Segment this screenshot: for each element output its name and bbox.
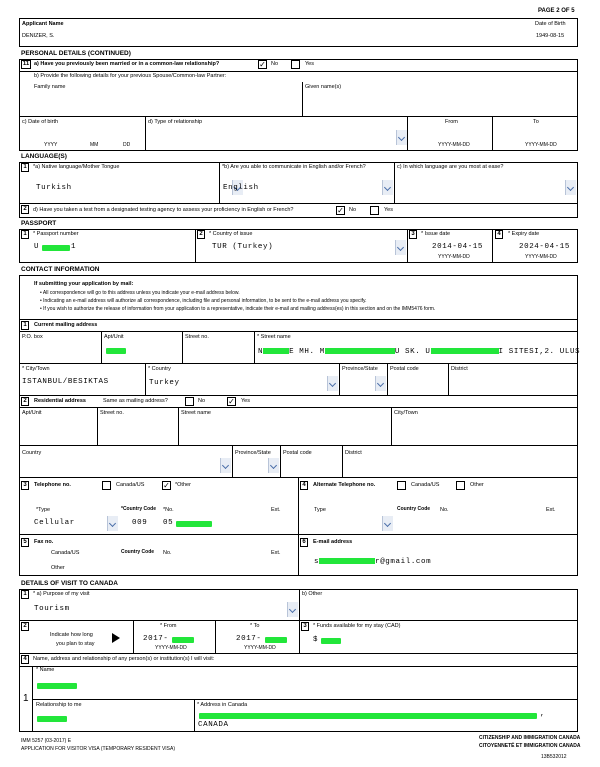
communicate-value[interactable]: English (223, 184, 259, 192)
lang-number-1: 1 (21, 163, 29, 172)
q11a-question: a) Have you previously been married or in a common-law relationship? (34, 61, 220, 67)
same-as-no-label: No (198, 398, 206, 404)
fax-other-label: Other (51, 565, 65, 571)
mailing-address-label: Current mailing address (34, 322, 98, 328)
tel-canada-checkbox[interactable] (102, 481, 111, 490)
alt-no-label: No. (440, 507, 449, 513)
form-title: APPLICATION FOR VISITOR VISA (TEMPORARY RESIDENT VISA) (21, 746, 176, 752)
same-as-yes-checkbox[interactable]: ✓ (228, 397, 235, 406)
alt-other-label: Other (470, 482, 484, 488)
header-box (19, 18, 578, 47)
to-format: YYYY-MM-DD (525, 142, 557, 148)
contact-bullet-3: • If you wish to authorize the release of information from your application to a representative, indicate their e-mail and mailing address(es) in this section and on the IMM5476 form. (40, 306, 436, 312)
city-label: * City/Town (22, 366, 50, 372)
res-postal-label: Postal code (283, 450, 312, 456)
to-format: YYYY-MM-DD (244, 645, 276, 651)
redaction-mark (42, 245, 70, 251)
q11a-no-label: No (271, 61, 279, 67)
tel-no-label: *No. (163, 507, 174, 513)
telephone-label: Telephone no. (34, 482, 71, 488)
dept-french: CITOYENNETÉ ET IMMIGRATION CANADA (479, 743, 581, 749)
stay-text-a: Indicate how long (50, 632, 93, 638)
from-format: YYYY-MM-DD (438, 142, 470, 148)
redaction-mark (265, 637, 287, 643)
dob-value: 1949-08-15 (536, 33, 565, 39)
tel-type-value[interactable]: Cellular (34, 519, 75, 527)
res-country-dropdown[interactable] (220, 458, 231, 473)
redaction-mark (106, 348, 126, 354)
test-question: d) Have you taken a test from a designated testing agency to assess your proficiency in English or French? (33, 207, 294, 213)
from-label: From (445, 119, 458, 125)
test-no-label: No (349, 207, 357, 213)
pobox-label: P.O. box (22, 334, 43, 340)
form-code: 13B532012 (541, 754, 567, 760)
alt-other-checkbox[interactable] (456, 481, 465, 490)
fax-n5: 5 (21, 538, 29, 547)
dept-english: CITIZENSHIP AND IMMIGRATION CANADA (479, 735, 581, 741)
q11a-no-checkbox[interactable]: ✓ (259, 60, 266, 69)
country-of-issue-label: * Country of issue (209, 231, 253, 237)
redaction-mark (321, 638, 341, 644)
dob-label: Date of Birth (535, 21, 566, 27)
page-number: PAGE 2 OF 5 (538, 8, 575, 14)
q11-number: 11 (22, 61, 30, 67)
person-row-number: 1 (23, 693, 29, 704)
mail-intro: If submitting your application by mail: (34, 281, 134, 287)
from-value[interactable]: 2017- (143, 635, 169, 643)
res-apt-label: Apt/Unit (22, 410, 42, 416)
tel-ext-label: Ext. (271, 507, 281, 513)
test-no-checkbox[interactable]: ✓ (337, 206, 344, 215)
res-province-label: Province/State (235, 450, 271, 456)
mail-district-label: District (451, 366, 468, 372)
expiry-date-n4: 4 (495, 230, 503, 239)
same-as-no-checkbox[interactable] (185, 397, 194, 406)
test-yes-checkbox[interactable] (370, 206, 379, 215)
section-title-contact: CONTACT INFORMATION (21, 266, 100, 273)
to-label: To (533, 119, 539, 125)
funds-n3: 3 (301, 622, 309, 631)
expiry-date-value[interactable]: 2024-04-15 (519, 243, 571, 251)
passport-number-n1: 1 (21, 230, 29, 239)
mm-label: MM (90, 142, 99, 148)
funds-value[interactable]: $ (313, 636, 319, 644)
same-as-mailing-label: Same as mailing address? (103, 398, 168, 404)
alt-type-label: Type (314, 507, 326, 513)
tel-other-checkbox[interactable]: ✓ (163, 481, 170, 490)
prev-dob-label: c) Date of birth (22, 119, 59, 125)
redaction-mark (176, 521, 212, 527)
purpose-value[interactable]: Tourism (34, 605, 70, 613)
tel-type-dropdown[interactable] (107, 516, 118, 531)
to-label: * To (250, 623, 260, 629)
tel-other-label: *Other (175, 482, 191, 488)
person-name-label: * Name (36, 667, 55, 673)
relationship-label: Relationship to me (36, 702, 82, 708)
mailing-n1: 1 (21, 321, 29, 330)
issue-date-label: * Issue date (421, 231, 451, 237)
contact-bullet-1: • All correspondence will go to this address unless you indicate your e-mail address below. (40, 290, 240, 296)
native-language-label: *a) Native language/Mother Tongue (33, 164, 120, 170)
persons-n4: 4 (21, 655, 29, 664)
res-street-no-label: Street no. (100, 410, 124, 416)
yyyy-label: YYYY (44, 142, 58, 148)
redaction-mark (37, 683, 77, 689)
lang-number-2: 2 (21, 205, 29, 214)
section-title-passport: PASSPORT (21, 220, 57, 227)
expiry-date-label: * Expiry date (508, 231, 540, 237)
section-title-language: LANGUAGE(S) (21, 153, 67, 160)
relationship-type-dropdown[interactable] (396, 130, 407, 145)
alt-canada-label: Canada/US (411, 482, 440, 488)
residential-n2: 2 (21, 397, 29, 406)
arrow-right-icon (112, 633, 120, 643)
passport-country-n2: 2 (197, 230, 205, 239)
country-of-issue-dropdown[interactable] (395, 240, 406, 255)
email-n6: 6 (300, 538, 308, 547)
q11b-instruction: b) Provide the following details for your previous Spouse/Common-law Partner: (34, 73, 227, 79)
test-yes-label: Yes (384, 207, 393, 213)
mail-province-dropdown[interactable] (375, 376, 386, 391)
email-value[interactable]: s r@gmail.com (314, 557, 432, 566)
issue-date-format: YYYY-MM-DD (438, 254, 470, 260)
res-city-label: City/Town (394, 410, 418, 416)
native-language-value[interactable]: Turkish (36, 184, 72, 192)
communicate-label: *b) Are you able to communicate in English and/or French? (222, 164, 366, 170)
res-province-dropdown[interactable] (268, 458, 279, 473)
res-street-name-label: Street name (181, 410, 211, 416)
funds-label: * Funds available for my stay (CAD) (313, 623, 401, 629)
tel-cc-label: *Country Code (121, 506, 156, 512)
redaction-mark (37, 716, 67, 722)
mail-country-dropdown[interactable] (327, 376, 338, 391)
fax-no-label: No. (163, 550, 172, 556)
alt-type-dropdown[interactable] (382, 516, 393, 531)
telephone-n3: 3 (21, 481, 29, 490)
address-canada-tail: , (540, 710, 546, 718)
expiry-date-format: YYYY-MM-DD (525, 254, 557, 260)
form-id: IMM 5257 (03-2017) E (21, 738, 72, 744)
fax-cc-label: Country Code (121, 549, 155, 555)
applicant-name-value: DENIZER, S. (22, 33, 55, 39)
res-district-label: District (345, 450, 362, 456)
fax-canada-label: Canada/US (51, 550, 80, 556)
purpose-dropdown[interactable] (287, 602, 298, 617)
street-name-label: * Street name (257, 334, 291, 340)
persons-label: Name, address and relationship of any person(s) or institution(s) I will visit: (33, 656, 215, 662)
mail-country-value[interactable]: Turkey (149, 379, 180, 387)
res-country-label: Country (22, 450, 42, 456)
tel-canada-label: Canada/US (116, 482, 145, 488)
alt-tel-label: Alternate Telephone no. (313, 482, 376, 488)
issue-date-value[interactable]: 2014-04-15 (432, 243, 484, 251)
section-title-personal: PERSONAL DETAILS (CONTINUED) (21, 50, 131, 57)
street-no-label: Street no. (185, 334, 209, 340)
same-as-yes-label: Yes (241, 398, 250, 404)
tel-type-label: *Type (36, 507, 51, 513)
q11a-yes-label: Yes (305, 61, 314, 67)
alt-tel-n4: 4 (300, 481, 308, 490)
from-label: * From (160, 623, 177, 629)
city-value[interactable]: ISTANBUL/BESIKTAS (22, 378, 109, 386)
redaction-mark (199, 713, 537, 719)
mail-province-label: Province/State (342, 366, 378, 372)
residential-address-label: Residential address (34, 398, 86, 404)
purpose-label: * a) Purpose of my visit (33, 591, 90, 597)
address-canada-country[interactable]: CANADA (198, 721, 229, 729)
redaction-mark (172, 637, 194, 643)
to-value[interactable]: 2017- (236, 635, 262, 643)
tel-no-value[interactable]: 05 (163, 519, 174, 527)
alt-ext-label: Ext. (546, 507, 556, 513)
family-name-label: Family name (34, 84, 66, 90)
mail-country-label: * Country (148, 366, 171, 372)
passport-number-value[interactable]: U (34, 243, 40, 251)
fax-ext-label: Ext. (271, 550, 281, 556)
email-label: E-mail address (313, 539, 353, 545)
purpose-n1: 1 (21, 590, 29, 599)
applicant-name-label: Applicant Name (22, 21, 64, 27)
apt-label: Apt/Unit (104, 334, 124, 340)
section-title-visit: DETAILS OF VISIT TO CANADA (21, 580, 118, 587)
communicate-dropdown[interactable] (382, 180, 393, 195)
given-names-label: Given name(s) (305, 84, 342, 90)
alt-canada-checkbox[interactable] (397, 481, 406, 490)
mail-postal-label: Postal code (390, 366, 419, 372)
q11a-yes-checkbox[interactable] (291, 60, 300, 69)
alt-cc-label: Country Code (397, 506, 431, 512)
passport-number-tail: 1 (71, 243, 77, 251)
relationship-type-label: d) Type of relationship (148, 119, 203, 125)
country-of-issue-value[interactable]: TUR (Turkey) (212, 243, 274, 251)
stay-text-b: you plan to stay (56, 641, 95, 647)
from-format: YYYY-MM-DD (155, 645, 187, 651)
most-at-ease-label: c) In which language are you most at ease? (397, 164, 504, 170)
fax-label: Fax no. (34, 539, 54, 545)
stay-n2: 2 (21, 622, 29, 631)
purpose-other-label: b) Other (302, 591, 323, 597)
issue-date-n3: 3 (409, 230, 417, 239)
most-at-ease-dropdown[interactable] (565, 180, 576, 195)
tel-cc-value[interactable]: 009 (132, 519, 148, 527)
street-name-value[interactable]: N E MH. M U SK. U I SITESI,2. ULUS (258, 347, 581, 356)
contact-bullet-2: • Indicating an e-mail address will authorize all correspondence, including file and personal information, to be sent to the e-mail address you specify. (40, 298, 367, 304)
address-canada-label: * Address in Canada (197, 702, 248, 708)
dd-label: DD (123, 142, 131, 148)
passport-number-label: * Passport number (33, 231, 79, 237)
